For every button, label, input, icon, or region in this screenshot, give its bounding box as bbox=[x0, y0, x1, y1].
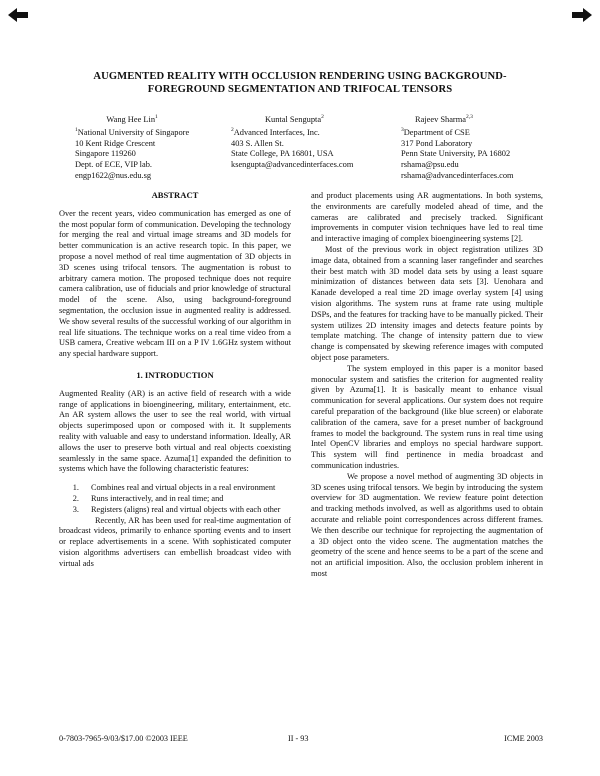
author-block-2 bbox=[231, 112, 353, 171]
footer-conference: ICME 2003 bbox=[504, 734, 543, 743]
page-number: II - 93 bbox=[288, 734, 309, 743]
author-affiliation: $^1$National University of Singapore bbox=[75, 127, 190, 138]
page-footer bbox=[0, 733, 600, 744]
author-affiliation: $^2$Advanced Interfaces, Inc. bbox=[231, 127, 320, 138]
paper-title bbox=[30, 70, 570, 96]
author-email: rshama@advancedinterfaces.com bbox=[401, 170, 514, 180]
previous-page-arrow-icon[interactable] bbox=[8, 8, 28, 22]
author-department: Dept. of ECE, VIP lab. bbox=[75, 159, 152, 169]
abstract-text: Over the recent years, video communication has emerged as one of the most popular form of communication. Developing the technology for merging the real and virtual image streams and 3D models for better communication is an active research topic. In this paper, we propose a novel method of real time augmentation of 3D objects in 3D scenes using trifocal tensors. The augmentation is robust to arbitrary camera motion. The proposed technique does not require camera calibration, use of fiducials and prior knowledge of structural model of the scene. Also, using background-foreground segmentation, the occlusion issue in augmented reality is addressed. We show several results of the successful working of our algorithm in real life situations. The technique works on a real time video from a USB camera, Creative webcam III on a P IV 1.6GHz system without any special hardware support. bbox=[59, 208, 291, 359]
author-address-line: 403 S. Allen St. bbox=[231, 138, 284, 148]
body-paragraph: Most of the previous work in object registration utilizes 3D image data, obtained from a scanning laser rangefinder and searches their best match with 3D model data sets by using a least square minimization of distances between data sets [3]. Uenohara and Kanade developed a real time 2D image overlay system [4] using vision algorithms. The system runs at frame rate using multiple DSPs, and the features for tracking have to be manually picked. Their system utilizes 2D intensity images and detects feature points by template matching. The change of intensity pattern due to view change is compensated by skewing reference images with computed object pose parameters. bbox=[311, 244, 543, 362]
author-address-line: Singapore 119260 bbox=[75, 149, 136, 159]
author-block-3 bbox=[401, 112, 514, 181]
list-item: 1. Combines real and virtual objects in a real environment bbox=[81, 483, 291, 494]
introduction-paragraph: Augmented Reality (AR) is an active field of research with a wide range of applications in bioengineering, military, entertainment, etc. An AR system allows the user to see the real world, with virtual objects superimposed upon or composed with it. It supplements reality with valuable and easy to understand information. Ideally, AR allows the user to preserve both virtual and real objects coexisting seamlessly in the same space. Azuma[1] expanded the definition to systems which have the following characteristic features: bbox=[59, 388, 291, 474]
left-column bbox=[59, 190, 291, 570]
list-item: 2. Runs interactively, and in real time; and bbox=[81, 494, 291, 505]
author-name: Wang Hee Lin$^1$ bbox=[106, 114, 158, 124]
title-line-1: AUGMENTED REALITY WITH OCCLUSION RENDERING USING BACKGROUND- bbox=[93, 71, 507, 82]
feature-list bbox=[59, 483, 291, 515]
list-item: 3. Registers (aligns) real and virtual objects with each other bbox=[81, 505, 291, 516]
body-paragraph: We propose a novel method of augmenting 3D objects in 3D scenes using trifocal tensors. We begin by introducing the system overview for 3D augmentation. We review feature point detection and tracking methods involved, as well as algorithms used to obtain accurate and reliable point correspondences across different frames. We then describe our technique for reprojecting the augmentation of a 3D object onto the video scene. The augmentation matches the geometry of the scene and hence seems to be a part of the scene and not an artificial imposition. Also, the occlusion problem inherent in most bbox=[311, 471, 543, 578]
body-paragraph: and product placements using AR augmentations. In both systems, the environments are carefully modeled ahead of time, and the cameras are calibrated and precisely tracked. Significant improvements in computer vision techniques have led to real time and interactive imaging of complex bioengineering systems [2]. bbox=[311, 191, 543, 244]
title-line-2: FOREGROUND SEGMENTATION AND TRIFOCAL TENSORS bbox=[147, 84, 453, 95]
author-affiliation: $^3$Department of CSE bbox=[401, 127, 470, 138]
right-column bbox=[311, 191, 543, 580]
author-email: ksengupta@advancedinterfaces.com bbox=[231, 159, 354, 169]
introduction-heading: 1. INTRODUCTION bbox=[136, 369, 214, 380]
author-name: Rajeev Sharma$^{2,3}$ bbox=[415, 114, 473, 124]
author-email: engp1622@nus.edu.sg bbox=[75, 170, 152, 180]
footer-isbn: 0-7803-7965-9/03/$17.00 ©2003 IEEE bbox=[59, 734, 188, 743]
author-address-line: 10 Kent Ridge Crescent bbox=[75, 138, 156, 148]
author-address-line: Penn State University, PA 16802 bbox=[401, 149, 511, 159]
author-email: rshama@psu.edu bbox=[401, 159, 459, 169]
author-address-line: State College, PA 16801, USA bbox=[231, 149, 334, 159]
introduction-paragraph: Recently, AR has been used for real-time augmentation of broadcast videos, primarily to enhance sporting events and to insert or replace advertisements in a scene. With sophisticated computer vision algorithms advertisers can embellish broadcast video with virtual ads bbox=[59, 515, 291, 568]
next-page-arrow-icon[interactable] bbox=[572, 8, 592, 22]
author-block-1 bbox=[75, 112, 189, 181]
author-address-line: 317 Pond Laboratory bbox=[401, 138, 473, 148]
abstract-heading: ABSTRACT bbox=[151, 190, 199, 200]
body-paragraph: The system employed in this paper is a monitor based monocular system and satisfies the criterion for augmented reality given by Azuma[1]. It is basically meant to enhance visual communication for several applications. Our system does not require careful preparation of the background (like blue screen) or elaborate calibration of the camera, save for a preset number of background frames to model the background. The system runs in real time using Intel OpenCV libraries and employs no special hardware support. This system will find pertinence in media broadcast and communication industries. bbox=[311, 363, 543, 470]
author-name: Kuntal Sengupta$^2$ bbox=[265, 114, 324, 124]
